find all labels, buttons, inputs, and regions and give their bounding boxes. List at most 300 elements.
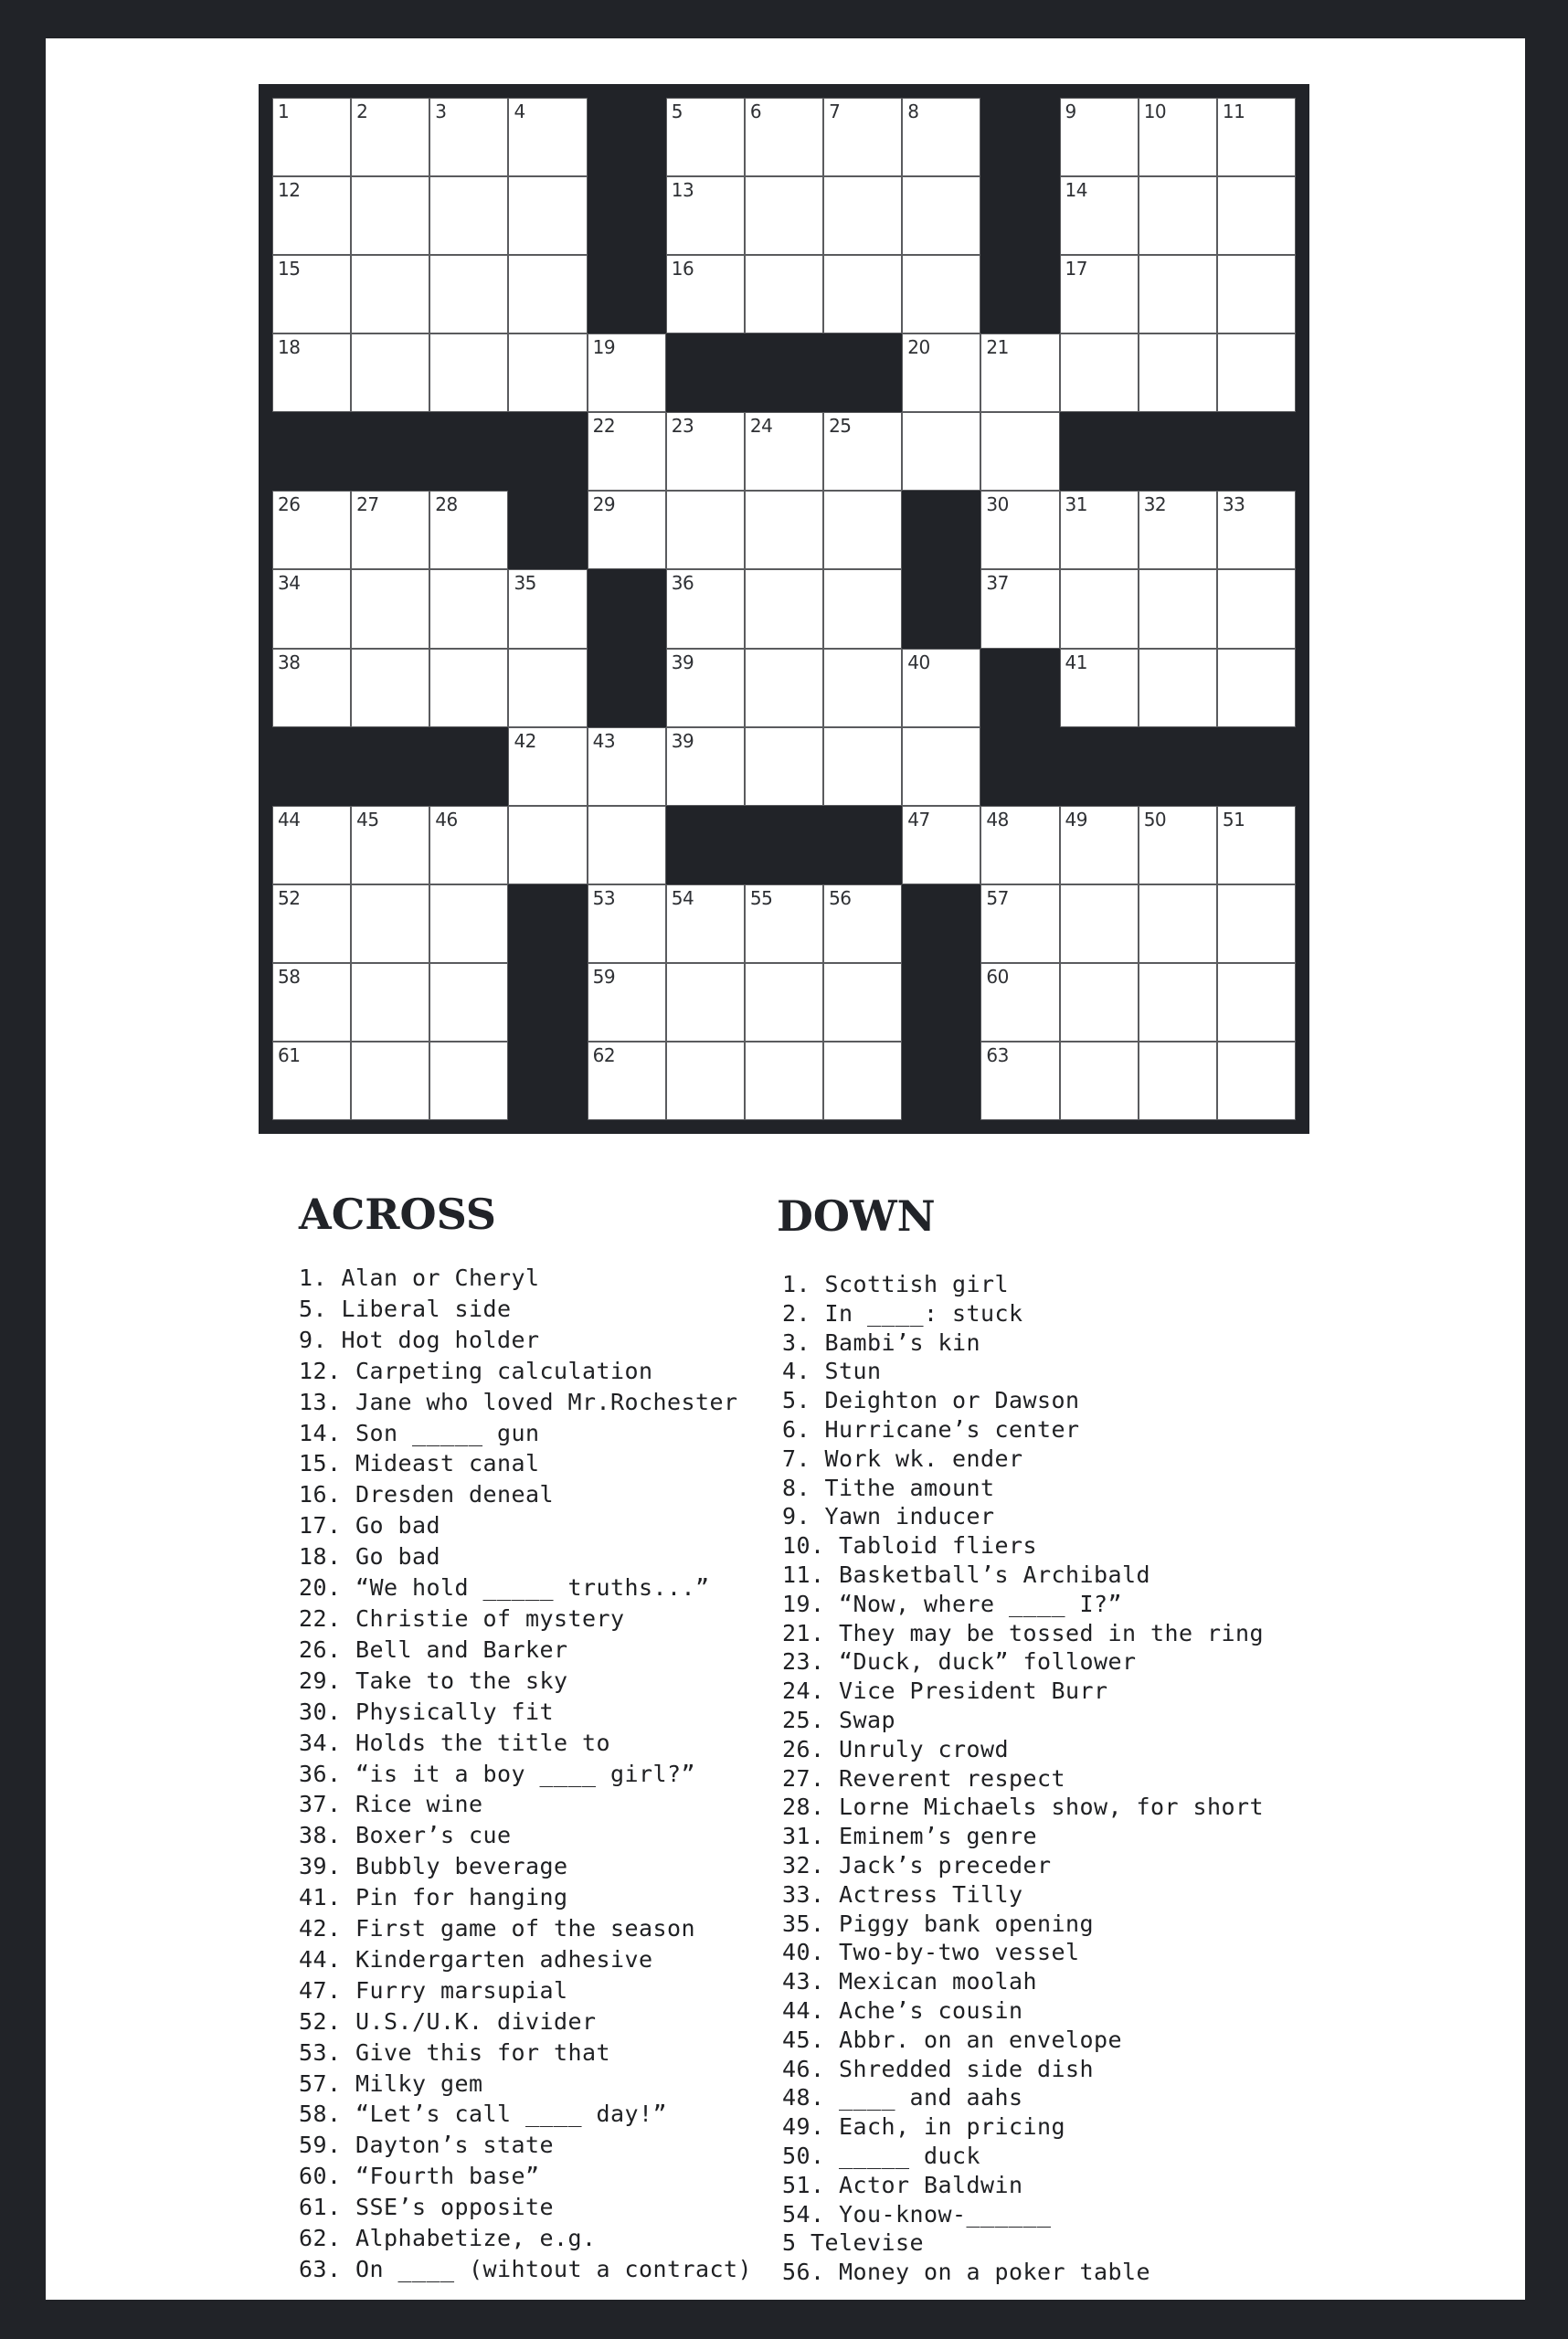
across-clue-list (299, 1263, 752, 2285)
grid-cell[interactable] (1139, 176, 1217, 255)
grid-black-cell (1139, 727, 1217, 806)
cell-number: 32 (1143, 493, 1167, 516)
cell-number: 38 (278, 651, 301, 673)
cell-number: 22 (592, 415, 616, 438)
cell-number: 28 (435, 493, 458, 516)
grid-black-cell (272, 727, 351, 806)
across-clue: 18. Go bad (299, 1543, 441, 1571)
grid-cell[interactable] (666, 727, 745, 806)
grid-cell[interactable] (351, 255, 429, 333)
cell-number: 17 (1065, 258, 1087, 280)
across-clue: 9. Hot dog holder (299, 1326, 540, 1353)
grid-cell[interactable] (823, 649, 902, 727)
grid-cell[interactable] (666, 569, 745, 648)
grid-cell[interactable] (1217, 1042, 1296, 1120)
grid-cell[interactable] (1060, 98, 1139, 176)
grid-cell[interactable] (508, 98, 587, 176)
grid-cell[interactable] (745, 727, 823, 806)
cell-number: 58 (278, 965, 301, 988)
grid-cell[interactable] (902, 727, 980, 806)
cell-number: 42 (514, 729, 536, 752)
grid-cell[interactable] (1060, 963, 1139, 1042)
down-clue: 2. In ____: stuck (782, 1299, 1023, 1327)
grid-cell[interactable] (666, 255, 745, 333)
across-clue: 1. Alan or Cheryl (299, 1265, 540, 1291)
cell-number: 9 (1065, 101, 1076, 122)
down-clue: 1. Scottish girl (782, 1271, 1010, 1297)
cell-number: 63 (986, 1043, 1009, 1066)
grid-black-cell (980, 649, 1059, 727)
grid-black-cell (588, 176, 666, 255)
across-clue: 60. “Fourth base” (299, 2163, 540, 2190)
cell-number: 53 (592, 886, 616, 909)
grid-cell[interactable] (823, 569, 902, 648)
cell-number: 51 (1222, 808, 1245, 831)
grid-cell[interactable] (351, 176, 429, 255)
grid-cell[interactable] (1139, 884, 1217, 963)
grid-cell[interactable] (823, 412, 902, 491)
grid-cell[interactable] (1217, 569, 1296, 648)
cell-number: 1 (278, 101, 290, 122)
grid-cell[interactable] (351, 1042, 429, 1120)
down-clue: 33. Actress Tilly (782, 1880, 1023, 1908)
grid-cell[interactable] (429, 176, 508, 255)
down-clue-list (782, 1270, 1264, 2287)
grid-black-cell (588, 98, 666, 176)
across-clue: 63. On ____ (wihtout a contract) (299, 2256, 753, 2282)
grid-black-cell (1139, 412, 1217, 491)
cell-number: 56 (829, 886, 852, 909)
grid-black-cell (1217, 727, 1296, 806)
cell-number: 24 (749, 415, 773, 438)
grid-cell[interactable] (745, 569, 823, 648)
down-clue: 46. Shredded side dish (782, 2055, 1095, 2082)
grid-cell[interactable] (745, 98, 823, 176)
cell-number: 49 (1065, 808, 1087, 831)
grid-cell[interactable] (745, 176, 823, 255)
grid-cell[interactable] (429, 569, 508, 648)
grid-cell[interactable] (272, 333, 351, 412)
cell-number: 18 (278, 336, 301, 359)
grid-cell[interactable] (429, 333, 508, 412)
down-clue: 19. “Now, where ____ I?” (782, 1590, 1123, 1617)
grid-black-cell (902, 1042, 980, 1120)
down-clue: 54. You-know-______ (782, 2200, 1052, 2228)
grid-cell[interactable] (666, 884, 745, 963)
grid-cell[interactable] (351, 569, 429, 648)
grid-cell[interactable] (1139, 963, 1217, 1042)
grid-cell[interactable] (588, 491, 666, 569)
cell-number: 37 (986, 572, 1009, 595)
cell-number: 54 (671, 886, 694, 909)
across-clue: 13. Jane who loved Mr.Rochester (299, 1388, 738, 1415)
grid-cell[interactable] (980, 1042, 1059, 1120)
down-clue: 25. Swap (782, 1706, 896, 1733)
grid-black-cell (508, 491, 587, 569)
grid-cell[interactable] (902, 98, 980, 176)
grid-cell[interactable] (980, 806, 1059, 884)
down-clue: 51. Actor Baldwin (782, 2171, 1023, 2198)
down-clue: 40. Two-by-two vessel (782, 1939, 1080, 1966)
grid-black-cell (272, 412, 351, 491)
grid-black-cell (351, 727, 429, 806)
grid-cell[interactable] (745, 412, 823, 491)
grid-cell[interactable] (1060, 1042, 1139, 1120)
grid-cell[interactable] (272, 1042, 351, 1120)
cell-number: 20 (907, 336, 930, 359)
across-clue: 39. Bubbly beverage (299, 1853, 568, 1880)
grid-black-cell (980, 98, 1059, 176)
grid-cell[interactable] (823, 727, 902, 806)
grid-cell[interactable] (508, 333, 587, 412)
cell-number: 19 (592, 336, 616, 359)
grid-black-cell (588, 569, 666, 648)
grid-black-cell (508, 884, 587, 963)
across-clue: 57. Milky gem (299, 2069, 483, 2097)
cell-number: 23 (671, 415, 694, 438)
down-clue: 27. Reverent respect (782, 1764, 1066, 1792)
grid-cell[interactable] (272, 963, 351, 1042)
grid-cell[interactable] (902, 806, 980, 884)
down-clue: 32. Jack’s preceder (782, 1851, 1052, 1879)
cell-number: 48 (986, 808, 1009, 831)
grid-cell[interactable] (902, 649, 980, 727)
grid-black-cell (666, 806, 745, 884)
cell-number: 26 (278, 493, 301, 516)
cell-number: 52 (278, 886, 301, 909)
across-clue: 38. Boxer’s cue (299, 1822, 512, 1849)
cell-number: 35 (514, 572, 536, 595)
grid-cell[interactable] (980, 333, 1059, 412)
cell-number: 62 (592, 1043, 616, 1066)
cell-number: 50 (1143, 808, 1167, 831)
down-clue: 35. Piggy bank opening (782, 1910, 1095, 1937)
cell-number: 13 (671, 179, 694, 202)
grid-cell[interactable] (1217, 98, 1296, 176)
across-clue: 59. Dayton’s state (299, 2132, 555, 2159)
grid-cell[interactable] (980, 884, 1059, 963)
across-clue: 15. Mideast canal (299, 1450, 540, 1477)
across-clue: 14. Son _____ gun (299, 1419, 540, 1446)
grid-cell[interactable] (823, 963, 902, 1042)
grid-cell[interactable] (508, 255, 587, 333)
cell-number: 5 (671, 101, 683, 122)
grid-cell[interactable] (902, 255, 980, 333)
down-clue: 4. Stun (782, 1358, 882, 1385)
down-clue: 21. They may be tossed in the ring (782, 1619, 1265, 1646)
grid-black-cell (980, 255, 1059, 333)
grid-cell[interactable] (429, 98, 508, 176)
across-clue: 58. “Let’s call ____ day!” (299, 2101, 668, 2128)
grid-black-cell (1060, 727, 1139, 806)
across-clue: 30. Physically fit (299, 1698, 555, 1725)
grid-cell[interactable] (902, 333, 980, 412)
grid-cell[interactable] (588, 412, 666, 491)
down-clue: 3. Bambi’s kin (782, 1328, 981, 1356)
grid-cell[interactable] (272, 806, 351, 884)
grid-cell[interactable] (1217, 884, 1296, 963)
cell-number: 14 (1065, 179, 1087, 202)
grid-cell[interactable] (508, 569, 587, 648)
across-clue: 20. “We hold _____ truths...” (299, 1574, 710, 1602)
grid-black-cell (745, 333, 823, 412)
down-clue: 56. Money on a poker table (782, 2259, 1151, 2286)
across-clue: 17. Go bad (299, 1512, 441, 1540)
across-clue: 41. Pin for hanging (299, 1884, 568, 1911)
grid-black-cell (666, 333, 745, 412)
cell-number: 61 (278, 1043, 301, 1066)
grid-black-cell (508, 963, 587, 1042)
grid-black-cell (429, 727, 508, 806)
grid-black-cell (1217, 412, 1296, 491)
down-clue: 9. Yawn inducer (782, 1503, 995, 1530)
grid-cell[interactable] (272, 884, 351, 963)
across-clue: 26. Bell and Barker (299, 1635, 568, 1663)
cell-number: 21 (986, 336, 1009, 359)
grid-black-cell (980, 176, 1059, 255)
grid-black-cell (980, 727, 1059, 806)
down-clue: 31. Eminem’s genre (782, 1823, 1038, 1850)
grid-black-cell (823, 333, 902, 412)
grid-cell[interactable] (588, 1042, 666, 1120)
grid-cell[interactable] (745, 884, 823, 963)
grid-cell[interactable] (666, 98, 745, 176)
grid-cell[interactable] (508, 176, 587, 255)
grid-cell[interactable] (902, 176, 980, 255)
grid-cell[interactable] (588, 884, 666, 963)
grid-cell[interactable] (351, 806, 429, 884)
down-clue: 45. Abbr. on an envelope (782, 2026, 1123, 2053)
grid-cell[interactable] (272, 98, 351, 176)
grid-black-cell (902, 491, 980, 569)
down-clue: 10. Tabloid fliers (782, 1532, 1038, 1560)
grid-black-cell (902, 569, 980, 648)
across-clue: 22. Christie of mystery (299, 1604, 625, 1632)
cell-number: 6 (749, 101, 762, 122)
cell-number: 59 (592, 965, 616, 988)
grid-cell[interactable] (1217, 649, 1296, 727)
down-clue: 24. Vice President Burr (782, 1678, 1108, 1705)
grid-black-cell (429, 412, 508, 491)
cell-number: 31 (1065, 493, 1087, 516)
grid-cell[interactable] (980, 412, 1059, 491)
grid-cell[interactable] (823, 255, 902, 333)
grid-cell[interactable] (351, 963, 429, 1042)
across-clue: 53. Give this for that (299, 2038, 611, 2066)
grid-cell[interactable] (666, 176, 745, 255)
grid-cell[interactable] (1139, 333, 1217, 412)
grid-cell[interactable] (1217, 176, 1296, 255)
grid-cell[interactable] (351, 884, 429, 963)
grid-cell[interactable] (1060, 333, 1139, 412)
grid-cell[interactable] (351, 491, 429, 569)
grid-cell[interactable] (666, 412, 745, 491)
grid-cell[interactable] (666, 649, 745, 727)
across-clue: 52. U.S./U.K. divider (299, 2007, 597, 2035)
grid-cell[interactable] (1060, 255, 1139, 333)
grid-cell[interactable] (429, 649, 508, 727)
cell-number: 57 (986, 886, 1009, 909)
grid-black-cell (351, 412, 429, 491)
grid-cell[interactable] (429, 806, 508, 884)
grid-cell[interactable] (588, 727, 666, 806)
down-clue: 5 Televise (782, 2229, 925, 2257)
across-clue: 5. Liberal side (299, 1295, 512, 1322)
down-clue: 6. Hurricane’s center (782, 1415, 1080, 1443)
across-clue: 62. Alphabetize, e.g. (299, 2225, 597, 2252)
grid-cell[interactable] (980, 963, 1059, 1042)
cell-number: 10 (1143, 101, 1167, 122)
grid-cell[interactable] (351, 98, 429, 176)
grid-cell[interactable] (823, 491, 902, 569)
cell-number: 45 (356, 808, 379, 831)
across-clue: 61. SSE’s opposite (299, 2194, 555, 2221)
grid-cell[interactable] (351, 333, 429, 412)
grid-cell[interactable] (272, 491, 351, 569)
grid-cell[interactable] (588, 963, 666, 1042)
grid-cell[interactable] (823, 176, 902, 255)
grid-black-cell (508, 1042, 587, 1120)
cell-number: 25 (829, 415, 852, 438)
cell-number: 55 (749, 886, 773, 909)
down-clue: 44. Ache’s cousin (782, 1996, 1023, 2024)
cell-number: 39 (671, 729, 694, 752)
grid-cell[interactable] (588, 806, 666, 884)
down-clue: 49. Each, in pricing (782, 2113, 1066, 2141)
grid-cell[interactable] (745, 649, 823, 727)
cell-number: 36 (671, 572, 694, 595)
grid-black-cell (823, 806, 902, 884)
grid-cell[interactable] (1060, 649, 1139, 727)
cell-number: 8 (907, 101, 919, 122)
grid-black-cell (508, 412, 587, 491)
grid-cell[interactable] (1060, 569, 1139, 648)
grid-cell[interactable] (1139, 255, 1217, 333)
grid-cell[interactable] (980, 569, 1059, 648)
down-clue: 5. Deighton or Dawson (782, 1387, 1080, 1414)
grid-cell[interactable] (1217, 491, 1296, 569)
down-clue: 23. “Duck, duck” follower (782, 1648, 1137, 1676)
cell-number: 3 (435, 101, 447, 122)
grid-cell[interactable] (508, 649, 587, 727)
grid-cell[interactable] (1217, 333, 1296, 412)
grid-cell[interactable] (351, 649, 429, 727)
grid-cell[interactable] (666, 491, 745, 569)
grid-cell[interactable] (823, 98, 902, 176)
grid-cell[interactable] (429, 884, 508, 963)
down-clue: 11. Basketball’s Archibald (782, 1561, 1151, 1588)
grid-cell[interactable] (1139, 806, 1217, 884)
grid-cell[interactable] (745, 1042, 823, 1120)
crossword-grid (259, 84, 1309, 1134)
grid-cell[interactable] (666, 963, 745, 1042)
cell-number: 34 (278, 572, 301, 595)
across-clue: 36. “is it a boy ____ girl?” (299, 1760, 696, 1787)
grid-cell[interactable] (272, 255, 351, 333)
cell-number: 46 (435, 808, 458, 831)
grid-cell[interactable] (745, 255, 823, 333)
cell-number: 47 (907, 808, 930, 831)
grid-cell[interactable] (823, 884, 902, 963)
cell-number: 43 (592, 729, 616, 752)
grid-black-cell (588, 649, 666, 727)
grid-cell[interactable] (1217, 255, 1296, 333)
cell-number: 27 (356, 493, 379, 516)
grid-cell[interactable] (588, 333, 666, 412)
grid-cell[interactable] (429, 255, 508, 333)
cell-number: 29 (592, 493, 616, 516)
cell-number: 12 (278, 179, 301, 202)
grid-cell[interactable] (1139, 1042, 1217, 1120)
down-clue: 7. Work wk. ender (782, 1445, 1023, 1472)
grid-cell[interactable] (272, 649, 351, 727)
across-clue: 16. Dresden deneal (299, 1481, 555, 1508)
across-clue: 47. Furry marsupial (299, 1976, 568, 2004)
across-clue: 37. Rice wine (299, 1791, 483, 1818)
grid-black-cell (902, 963, 980, 1042)
across-clue: 42. First game of the season (299, 1915, 696, 1942)
grid-cell[interactable] (745, 491, 823, 569)
grid-cell[interactable] (1060, 884, 1139, 963)
grid-cell[interactable] (272, 176, 351, 255)
grid-cell[interactable] (1139, 98, 1217, 176)
grid-cell[interactable] (1217, 963, 1296, 1042)
cell-number: 40 (907, 651, 930, 673)
grid-cell[interactable] (1060, 491, 1139, 569)
grid-black-cell (1060, 412, 1139, 491)
grid-cell[interactable] (745, 963, 823, 1042)
cell-number: 30 (986, 493, 1009, 516)
grid-cell[interactable] (823, 1042, 902, 1120)
cell-number: 11 (1222, 101, 1245, 122)
across-clue: 29. Take to the sky (299, 1667, 568, 1694)
cell-number: 16 (671, 258, 694, 280)
grid-cell[interactable] (980, 491, 1059, 569)
grid-cell[interactable] (429, 963, 508, 1042)
down-clue: 43. Mexican moolah (782, 1968, 1038, 1995)
grid-cell[interactable] (1060, 176, 1139, 255)
down-clue: 28. Lorne Michaels show, for short (782, 1794, 1265, 1821)
cell-number: 44 (278, 808, 301, 831)
down-clue: 48. ____ and aahs (782, 2084, 1023, 2111)
cell-number: 41 (1065, 651, 1087, 673)
grid-cell[interactable] (508, 806, 587, 884)
grid-cell[interactable] (1139, 569, 1217, 648)
across-header: ACROSS (299, 1190, 497, 1239)
grid-black-cell (902, 884, 980, 963)
grid-cell[interactable] (429, 491, 508, 569)
grid-black-cell (588, 255, 666, 333)
down-header: DOWN (777, 1191, 936, 1241)
grid-cell[interactable] (508, 727, 587, 806)
grid-cell[interactable] (666, 1042, 745, 1120)
cell-number: 15 (278, 258, 301, 280)
cell-number: 60 (986, 965, 1009, 988)
grid-cell[interactable] (1217, 806, 1296, 884)
grid-cell[interactable] (1139, 649, 1217, 727)
cell-number: 7 (829, 101, 841, 122)
grid-cell[interactable] (1139, 491, 1217, 569)
down-clue: 26. Unruly crowd (782, 1735, 1010, 1762)
across-clue: 12. Carpeting calculation (299, 1357, 653, 1384)
cell-number: 33 (1222, 493, 1245, 516)
grid-cell[interactable] (429, 1042, 508, 1120)
grid-cell[interactable] (902, 412, 980, 491)
grid-cell[interactable] (272, 569, 351, 648)
grid-cell[interactable] (1060, 806, 1139, 884)
cell-number: 2 (356, 101, 368, 122)
down-clue: 8. Tithe amount (782, 1474, 995, 1501)
